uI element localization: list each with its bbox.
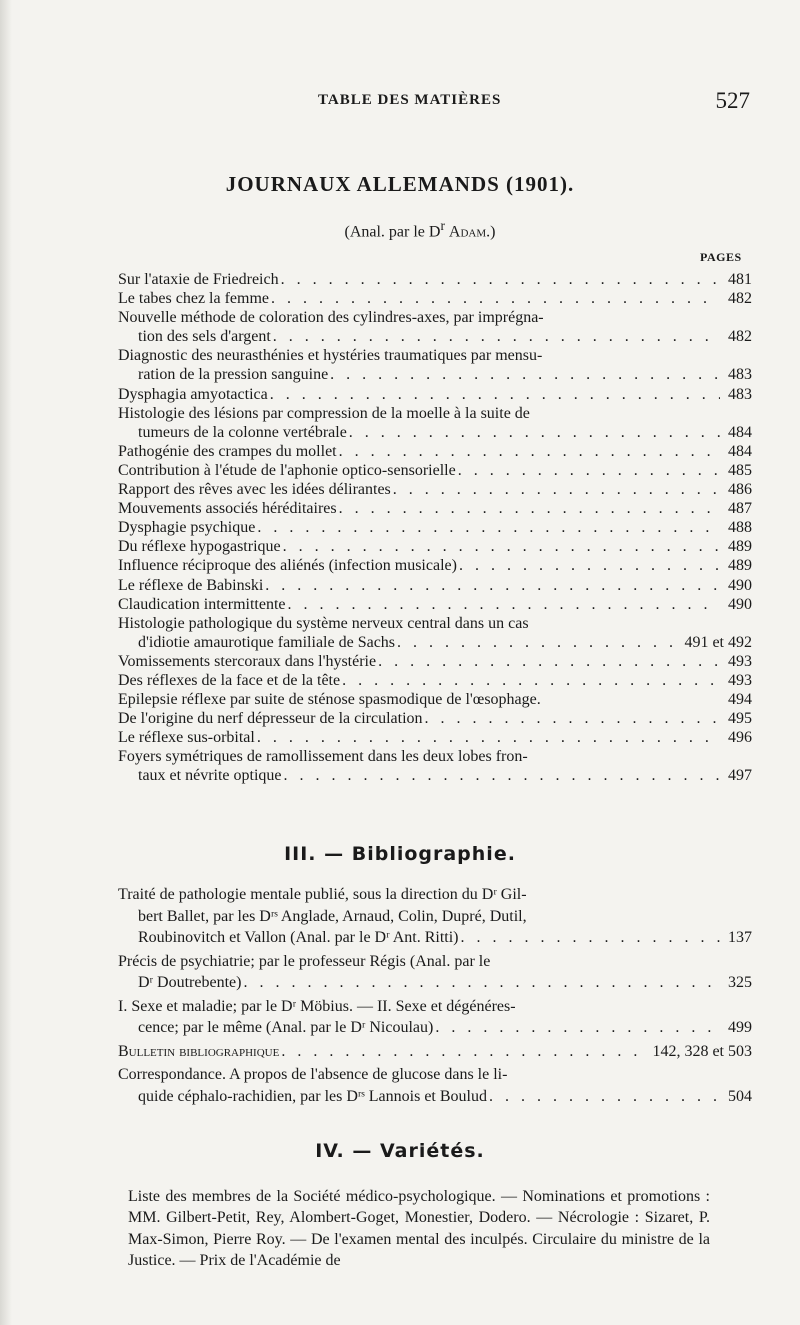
page-number: 527 xyxy=(715,88,750,113)
toc-entry-text: Nouvelle méthode de coloration des cylindres-axes, par imprégna- xyxy=(118,309,544,327)
toc-entry-line xyxy=(118,537,752,556)
toc-entry-text: Du réflexe hypogastrique xyxy=(118,538,281,556)
toc-entry xyxy=(118,709,752,728)
toc-entry-text: Diagnostic des neurasthénies et hystéries traumatiques par mensu- xyxy=(118,347,543,365)
toc-entry xyxy=(118,556,752,575)
dot-leader xyxy=(489,1086,720,1108)
toc-entry xyxy=(118,404,752,442)
toc-entry-text: Claudication intermittente xyxy=(118,595,286,613)
dot-leader xyxy=(270,385,720,404)
toc-entry-line xyxy=(118,308,752,327)
toc-page-number: 482 xyxy=(728,328,752,346)
toc-entry-text: Rapport des rêves avec les idées délirantes xyxy=(118,481,391,499)
toc-page-number: 490 xyxy=(728,576,752,594)
toc-page-number: 490 xyxy=(728,595,752,613)
toc-entry xyxy=(118,308,752,346)
toc-page-number: 137 xyxy=(728,929,752,946)
toc-entry-line xyxy=(118,518,752,537)
toc-entry-text: I. Sexe et maladie; par le Dʳ Möbius. — II. Sexe et dégénéres- xyxy=(118,997,516,1015)
dot-leader xyxy=(339,442,720,461)
toc-entry-line xyxy=(118,1086,752,1108)
toc-entry xyxy=(118,690,752,709)
toc-entry-text: Sur l'ataxie de Friedreich xyxy=(118,271,279,288)
toc-entry-text: Dysphagia amyotactica xyxy=(118,385,268,403)
toc-entry-line xyxy=(118,766,752,785)
dot-leader xyxy=(281,1041,650,1063)
subtitle-prefix: (Anal. par le D xyxy=(344,223,441,241)
toc-page-number: 483 xyxy=(728,366,752,384)
toc-page-number: 484 xyxy=(728,442,752,460)
toc-entry-text: Influence réciproque des aliénés (infection musicale) xyxy=(118,557,457,575)
toc-entry-text: Pathogénie des crampes du mollet xyxy=(118,442,337,460)
toc-entry-text: Foyers symétriques de ramollissement dans les deux lobes fron- xyxy=(118,748,528,766)
toc-entry-line xyxy=(118,270,752,289)
toc-entry xyxy=(118,652,752,671)
toc-entry-line xyxy=(118,906,752,928)
toc-entry xyxy=(118,289,752,308)
toc-page-number: 484 xyxy=(728,423,752,441)
dot-leader xyxy=(257,518,720,537)
toc-entry-line xyxy=(118,884,752,906)
toc-page-number: 491 et 492 xyxy=(684,633,752,651)
pages-column-label: PAGES xyxy=(700,250,742,264)
toc-entry xyxy=(118,576,752,595)
toc-page-number: 481 xyxy=(728,271,752,288)
toc-page-number: 486 xyxy=(728,481,752,499)
running-head xyxy=(120,88,750,118)
dot-leader xyxy=(393,480,720,499)
dot-leader xyxy=(281,270,720,289)
toc-entry-line xyxy=(118,614,752,633)
toc-entry-line xyxy=(118,652,752,671)
toc-entry-text: Bulletin bibliographique xyxy=(118,1042,280,1060)
toc-entry xyxy=(118,537,752,556)
dot-leader xyxy=(273,327,720,346)
toc-entry-text: ration de la pression sanguine xyxy=(138,366,329,384)
toc-entry-text: bert Ballet, par les Dʳˢ Anglade, Arnaud, Colin, Dupré, Dutil, xyxy=(138,907,527,925)
toc-entry-text: Le réflexe de Babinski xyxy=(118,576,264,594)
toc-page-number: 504 xyxy=(728,1087,752,1105)
toc-entry xyxy=(118,442,752,461)
toc-entry-line xyxy=(118,404,752,423)
dot-leader xyxy=(339,499,720,518)
dot-leader xyxy=(342,671,720,690)
toc-page-number: 485 xyxy=(728,461,752,479)
dot-leader xyxy=(460,927,720,949)
subtitle-suffix: .) xyxy=(486,223,496,241)
dot-leader xyxy=(284,766,720,785)
dot-leader xyxy=(257,728,720,747)
toc-entry-text: Dʳ Doutrebente) xyxy=(138,974,242,991)
toc-entry xyxy=(118,595,752,614)
toc-entry-text: Mouvements associés héréditaires xyxy=(118,500,337,518)
toc-entry-text: Des réflexes de la face et de la tête xyxy=(118,671,341,689)
toc-entry xyxy=(118,385,752,404)
toc-page-number: 489 xyxy=(728,538,752,556)
toc-entry-line xyxy=(118,423,752,442)
toc-entry-text: Précis de psychiatrie; par le professeur Régis (Anal. par le xyxy=(118,952,491,970)
toc-entry-line xyxy=(118,595,752,614)
subtitle-author: Adam xyxy=(448,223,487,241)
toc-entry-text: taux et névrite optique xyxy=(138,767,282,785)
toc-entry-text: Histologie des lésions par compression de la moelle à la suite de xyxy=(118,404,530,422)
toc-entry-line xyxy=(118,556,752,575)
toc-entry xyxy=(118,480,752,499)
toc-entry xyxy=(118,461,752,480)
toc-page-number: 499 xyxy=(728,1019,752,1036)
toc-entry xyxy=(118,614,752,652)
toc-entry-text: d'idiotie amaurotique familiale de Sachs xyxy=(138,633,396,651)
toc-entry-line xyxy=(118,633,752,652)
dot-leader xyxy=(271,289,720,308)
toc-entry-text: quide céphalo-rachidien, par les Dʳˢ Lannois et Boulud xyxy=(138,1087,487,1105)
toc-entry-line xyxy=(118,1017,752,1039)
toc-entry-line xyxy=(118,480,752,499)
toc-page-number: 142, 328 et 503 xyxy=(652,1042,752,1060)
toc-entry xyxy=(118,884,752,949)
dot-leader xyxy=(349,423,720,442)
toc-entry-text: Le réflexe sus-orbital xyxy=(118,729,255,747)
toc-bibliographie xyxy=(118,884,752,1109)
toc-entry-text: Correspondance. A propos de l'absence de glucose dans le li- xyxy=(118,1066,508,1083)
dot-leader xyxy=(459,556,720,575)
toc-entry-text: Le tabes chez la femme xyxy=(118,290,270,308)
toc-page-number: 489 xyxy=(728,557,752,575)
varietes-paragraph: Liste des membres de la Société médico-psychologique. — Nominations et promotions : MM. Gilbert-Petit, Rey, Alombert-Goget, Monestier, Dodero. — Nécrologie : Sizaret, P. Max-Simon, Pierre Roy. — De l'examen mental des inculpés. Circulaire du ministre de la Justice. — Prix de l'Académie de xyxy=(128,1188,710,1269)
toc-entry-text: Contribution à l'étude de l'aphonie optico-sensorielle xyxy=(118,461,456,479)
toc-entry xyxy=(118,951,752,994)
toc-entry-text: De l'origine du nerf dépresseur de la circulation xyxy=(118,710,423,728)
subtitle-sup: r xyxy=(440,218,445,233)
toc-entry-line xyxy=(118,728,752,747)
toc-page-number: 493 xyxy=(728,671,752,689)
toc-entry-line xyxy=(118,442,752,461)
section-subtitle xyxy=(0,218,800,241)
toc-page-number: 483 xyxy=(728,385,752,403)
toc-entry xyxy=(118,996,752,1039)
toc-entry-text: cence; par le même (Anal. par le Dʳ Nicoulau) xyxy=(138,1019,434,1036)
toc-entry-text: Roubinovitch et Vallon (Anal. par le Dʳ Ant. Ritti) xyxy=(138,929,459,946)
toc-entry-line xyxy=(118,1064,752,1086)
toc-entry-text: Dysphagie psychique xyxy=(118,519,256,537)
toc-entry xyxy=(118,671,752,690)
toc-entry xyxy=(118,499,752,518)
toc-entry-line xyxy=(118,327,752,346)
toc-entry-line xyxy=(118,461,752,480)
dot-leader xyxy=(378,652,720,671)
running-title: TABLE DES MATIÈRES xyxy=(318,92,502,108)
toc-entry xyxy=(118,346,752,384)
toc-entry-text: Epilepsie réflexe par suite de sténose spasmodique de l'œsophage. xyxy=(118,691,541,709)
dot-leader xyxy=(283,537,720,556)
toc-entry xyxy=(118,1041,752,1063)
toc-entry-text: Histologie pathologique du système nerveux central dans un cas xyxy=(118,614,529,632)
dot-leader xyxy=(330,365,720,384)
dot-leader xyxy=(425,709,720,728)
toc-entry-line xyxy=(118,385,752,404)
toc-entry-line xyxy=(118,671,752,690)
toc-entry-line xyxy=(118,1041,752,1063)
dot-leader xyxy=(458,461,720,480)
dot-leader xyxy=(243,972,720,994)
toc-page-number: 482 xyxy=(728,290,752,308)
toc-entry-line xyxy=(118,346,752,365)
toc-page-number: 325 xyxy=(728,974,752,991)
dot-leader xyxy=(397,633,682,652)
toc-entry-text: tumeurs de la colonne vertébrale xyxy=(138,423,347,441)
toc-entry xyxy=(118,518,752,537)
toc-entry-text: Vomissements stercoraux dans l'hystérie xyxy=(118,652,377,670)
toc-entry xyxy=(118,270,752,289)
toc-page-number: 493 xyxy=(728,652,752,670)
toc-entry-line xyxy=(118,289,752,308)
toc-page-number: 488 xyxy=(728,519,752,537)
toc-entry-line xyxy=(118,747,752,766)
toc-entry xyxy=(118,728,752,747)
toc-page-number: 494 xyxy=(728,691,752,709)
toc-page-number: 496 xyxy=(728,729,752,747)
section-title-varietes: IV. — Variétés. xyxy=(315,1140,485,1162)
toc-entry-line xyxy=(118,996,752,1018)
section-title-journaux: JOURNAUX ALLEMANDS (1901). xyxy=(225,172,575,196)
toc-entry-line xyxy=(118,499,752,518)
toc-entry-text: tion des sels d'argent xyxy=(138,328,271,346)
toc-entry xyxy=(118,1064,752,1107)
toc-journaux xyxy=(118,270,752,786)
toc-page-number: 487 xyxy=(728,500,752,518)
toc-entry-text: Traité de pathologie mentale publié, sous la direction du Dʳ Gil- xyxy=(118,886,527,903)
toc-entry-line xyxy=(118,690,752,709)
section-title-bibliographie: III. — Bibliographie. xyxy=(284,843,516,865)
dot-leader xyxy=(435,1017,720,1039)
toc-entry-line xyxy=(118,951,752,973)
toc-entry-line xyxy=(118,576,752,595)
toc-entry xyxy=(118,747,752,785)
toc-entry-line xyxy=(118,709,752,728)
toc-entry-line xyxy=(118,972,752,994)
page-edge-shadow xyxy=(0,0,12,1325)
toc-entry-line xyxy=(118,927,752,949)
toc-page-number: 497 xyxy=(728,767,752,785)
dot-leader xyxy=(265,576,720,595)
dot-leader xyxy=(288,595,720,614)
toc-page-number: 495 xyxy=(728,710,752,728)
toc-entry-line xyxy=(118,365,752,384)
